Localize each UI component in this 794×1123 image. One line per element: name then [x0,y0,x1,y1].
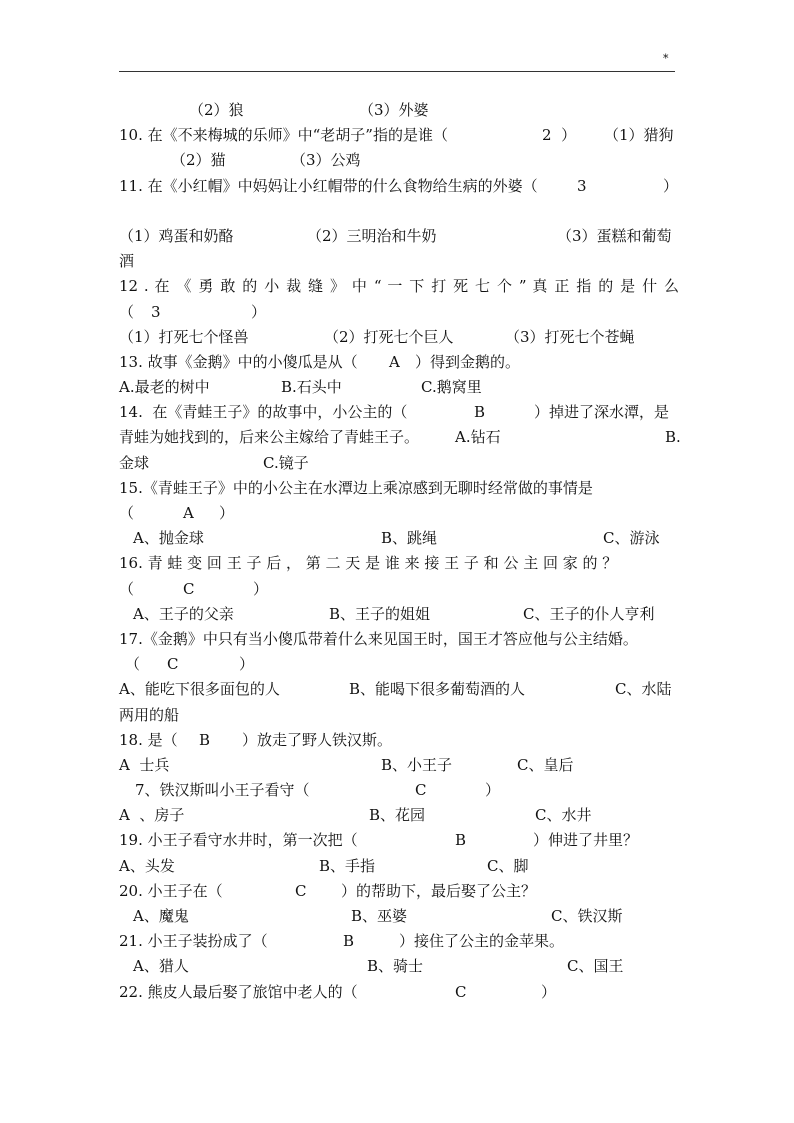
text-segment: （2）猫 [171,151,226,170]
text-line: 12 . 在 《 勇 敢 的 小 裁 缝 》 中 “ 一 下 打 死 七 个 ” 真 正 指 的 是 什 么 [119,277,679,296]
text-segment: B、巫婆 [351,907,408,925]
text-line [119,929,679,954]
text-segment: C、国王 [567,957,624,976]
text-segment: C.镜子 [263,453,309,472]
text-segment: 14. 在《青蛙王子》的故事中，小公主的（ [119,403,408,422]
text-line [119,954,679,979]
text-segment: 21. 小王子装扮成了（ [119,932,268,951]
text-segment: ） [485,781,501,800]
text-segment: ） [253,579,269,598]
text-segment: 3 [151,302,161,321]
text-segment: C [183,579,195,598]
text-segment: C.鹅窝里 [421,378,482,397]
text-segment: ） [251,302,267,321]
text-line [119,551,679,576]
text-line [119,703,679,728]
text-line [119,577,679,602]
text-segment: 16. 青 蛙 变 回 王 子 后 ， 第 二 天 是 谁 来 接 王 子 和 公 主 回 家 的 ？ [119,554,618,573]
text-line [119,980,679,1005]
text-line [119,451,679,476]
text-segment: 18. 是（ [119,730,178,749]
text-segment: B、骑士 [367,957,424,976]
text-segment: B [474,403,486,422]
text-segment: （2）狼 [189,101,244,119]
text-segment: C、水井 [535,806,592,825]
text-segment: A、魔鬼 [133,907,189,925]
text-line [119,300,679,325]
text-segment: 22. 熊皮人最后娶了旅馆中老人的（ [119,982,358,1001]
text-segment: C、游泳 [603,529,660,548]
text-segment: ） [239,655,255,674]
text-line [119,728,679,753]
text-segment: （1）打死七个怪兽 [119,327,249,346]
text-segment: C [455,982,467,1001]
text-line [119,828,679,853]
text-segment: ）接住了公主的金苹果。 [399,932,565,951]
text-line [119,350,679,375]
header-mark: * [663,52,669,65]
text-line [119,476,679,501]
text-line [119,652,679,677]
text-segment: A.钻石 [455,428,501,447]
text-line [119,174,679,199]
text-line [119,879,679,904]
text-line [119,602,679,627]
text-segment: B [455,831,467,850]
text-line [119,854,679,879]
text-segment: B、花园 [369,806,426,825]
text-segment: A [389,352,400,371]
text-segment: ）伸进了井里？ [533,831,639,850]
text-segment: C、水陆 [615,680,672,699]
text-segment: C [295,881,307,900]
text-segment: ） [663,176,679,195]
text-segment: C [415,781,427,800]
text-segment: （3）公鸡 [291,151,361,170]
text-segment: ）放走了野人铁汉斯。 [242,730,393,749]
text-segment: ）的帮助下，最后娶了公主？ [341,881,537,900]
text-segment: A、王子的父亲 [133,604,234,623]
text-segment: （ [119,579,135,598]
text-segment: 20. 小王子在（ [119,881,223,900]
text-segment: 酒 [119,252,135,271]
text-segment: B [199,730,211,749]
text-segment: 19. 小王子看守水井时，第一次把（ [119,831,358,850]
text-segment: 13. 故事《金鹅》中的小傻瓜是从（ [119,352,358,371]
text-segment: 7、铁汉斯叫小王子看守（ [135,781,310,800]
text-segment: （3）蛋糕和葡萄 [557,226,672,245]
text-segment: C、皇后 [517,755,574,774]
text-line [119,778,679,803]
text-line [119,526,679,551]
text-line [119,501,679,526]
text-line [119,148,679,173]
text-line [119,803,679,828]
text-segment: B.石头中 [281,378,342,397]
text-segment: （1）鸡蛋和奶酪 [119,226,234,245]
text-line [119,98,679,123]
text-segment: （1）猎狗 [604,126,674,145]
text-segment: （2）三明治和牛奶 [307,226,437,245]
text-segment: B、手指 [319,856,376,875]
text-line [119,677,679,702]
text-segment: ） [219,504,235,522]
text-segment: C、铁汉斯 [551,907,623,925]
text-segment: A [183,504,194,522]
text-segment: （2）打死七个巨人 [324,327,454,346]
text-segment: ）得到金鹅的。 [415,352,521,371]
text-segment: （ [125,655,141,674]
text-segment: （ [119,504,135,522]
text-segment: A、能吃下很多面包的人 [119,680,280,699]
text-segment: A、猎人 [133,957,189,976]
text-segment: （3）打死七个苍蝇 [505,327,635,346]
text-line [119,400,679,425]
text-segment: （ [119,302,135,321]
text-segment: B、能喝下很多葡萄酒的人 [349,680,526,699]
text-segment: A、抛金球 [133,529,204,548]
text-segment: 金球 [119,453,150,472]
text-segment: 3 [577,176,587,195]
text-line [119,425,679,450]
text-line [119,375,679,400]
text-segment: B、小王子 [381,755,453,774]
text-segment: A.最老的树中 [119,378,210,397]
text-segment: C [167,655,179,674]
text-line [119,325,679,350]
text-segment: C、脚 [487,856,529,875]
text-segment: A、头发 [119,856,175,875]
text-line [119,904,679,929]
text-line [119,627,679,652]
header-divider [119,71,675,72]
text-segment: 10. 在《不来梅城的乐师》中“老胡子”指的是谁（ [119,126,448,145]
text-line [119,224,679,249]
text-segment: 17.《金鹅》中只有当小傻瓜带着什么来见国王时，国王才答应他与公主结婚。 [119,629,638,648]
text-segment: （3）外婆 [359,101,429,119]
text-line [119,249,679,274]
text-segment: 2 ） [542,126,577,145]
text-line [119,753,679,778]
text-line [119,123,679,148]
text-segment: 11. 在《小红帽》中妈妈让小红帽带的什么食物给生病的外婆（ [119,176,538,195]
text-segment: B、王子的姐姐 [329,604,431,623]
text-segment: 两用的船 [119,705,180,724]
text-segment: A 、房子 [119,806,185,825]
text-segment: ）掉进了深水潭，是 [534,403,670,422]
text-line [119,199,679,224]
text-segment: C、王子的仆人亨利 [523,604,655,623]
text-segment: B、跳绳 [381,529,438,548]
text-segment: 15.《青蛙王子》中的小公主在水潭边上乘凉感到无聊时经常做的事情是 [119,478,593,497]
text-segment: B [343,932,355,951]
text-segment: ） [541,982,557,1001]
text-segment: A 士兵 [119,755,170,774]
text-segment: B. [665,428,681,447]
text-segment: 青蛙为她找到的，后来公主嫁给了青蛙王子。 [119,428,420,447]
document-body [119,98,679,1005]
